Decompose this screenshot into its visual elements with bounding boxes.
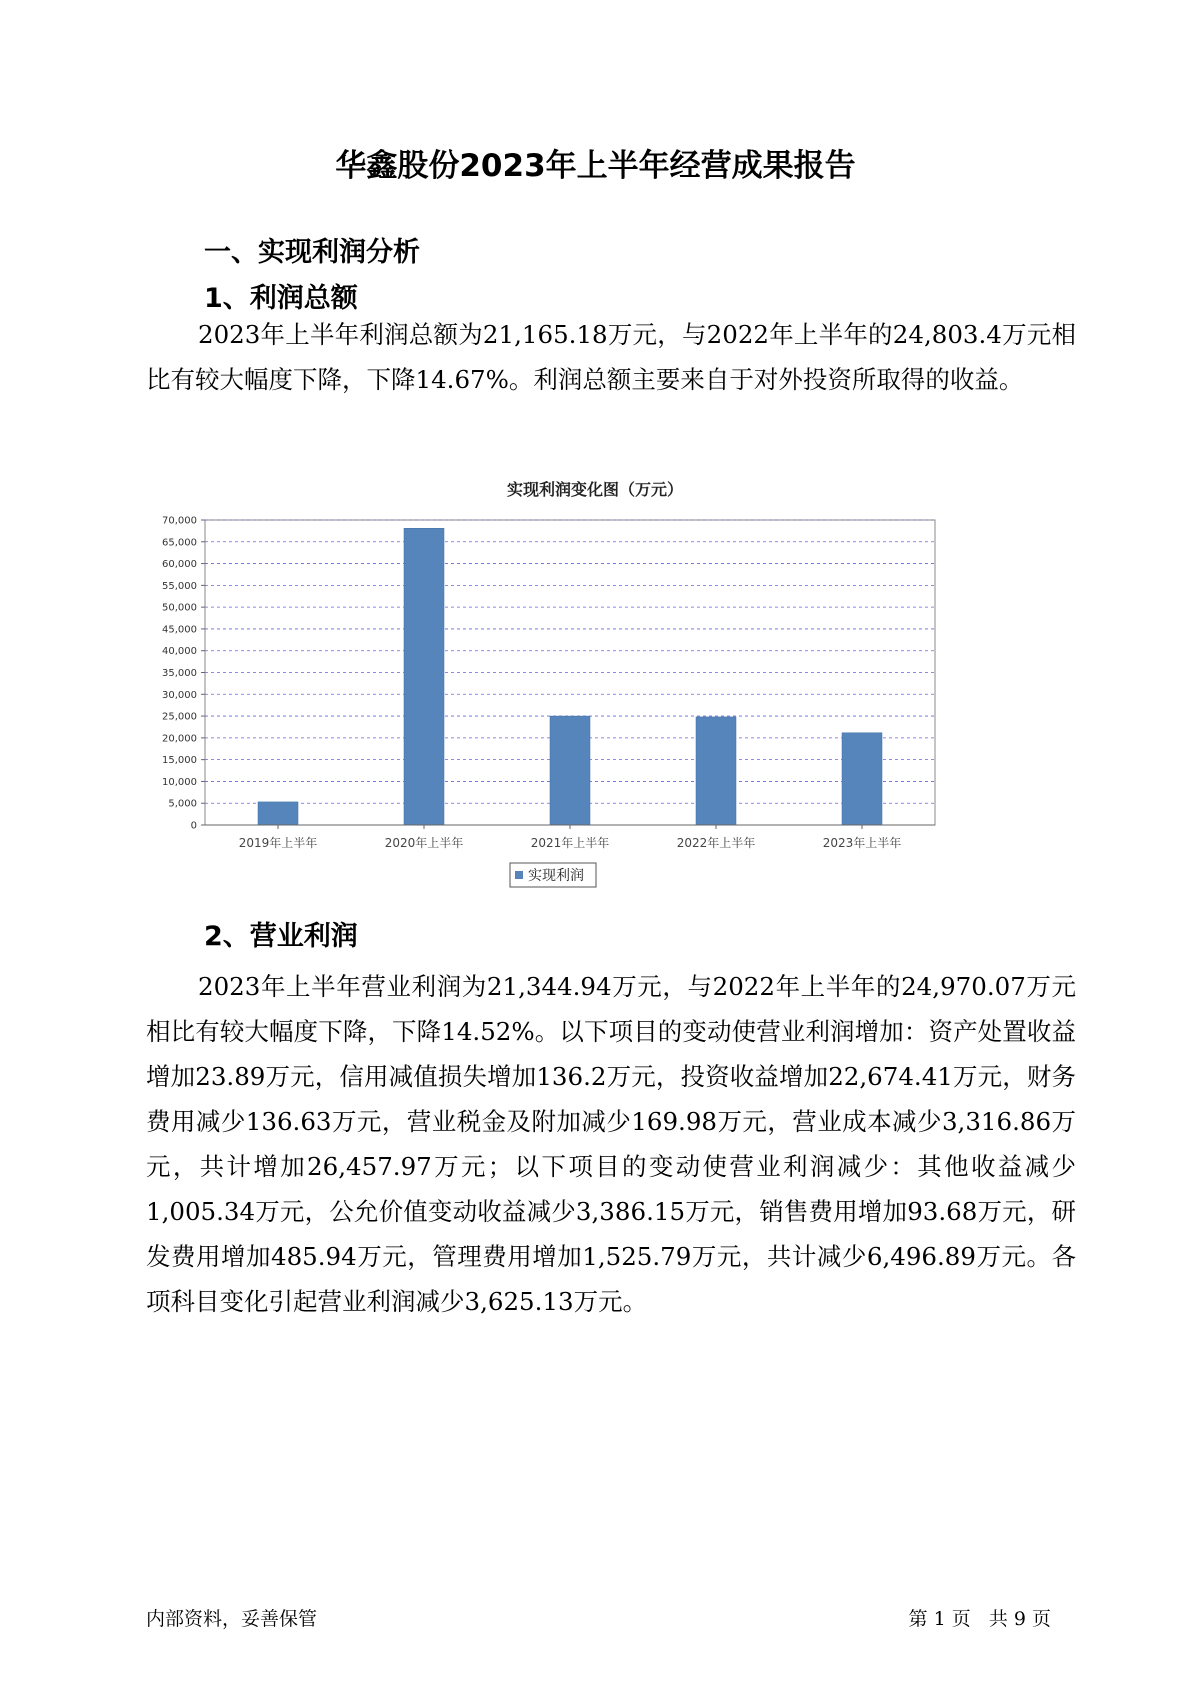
x-tick-label: 2021年上半年 — [530, 836, 610, 850]
y-tick-label: 70,000 — [162, 515, 197, 527]
bar — [258, 802, 298, 825]
y-tick-label: 50,000 — [162, 602, 197, 614]
subheading-total-profit: 1、利润总额 — [204, 283, 358, 314]
y-tick-label: 30,000 — [162, 689, 197, 701]
footer-confidential-note: 内部资料，妥善保管 — [146, 1608, 318, 1630]
x-tick-label: 2020年上半年 — [384, 836, 464, 850]
bar — [696, 717, 736, 825]
subheading-operating-profit: 2、营业利润 — [204, 921, 358, 952]
section-heading-profit-analysis: 一、实现利润分析 — [204, 237, 420, 268]
y-tick-label: 25,000 — [162, 711, 197, 723]
chart-title: 实现利润变化图（万元） — [506, 480, 684, 499]
x-tick-label: 2022年上半年 — [676, 836, 756, 850]
y-tick-label: 5,000 — [168, 798, 197, 810]
bar — [550, 716, 590, 825]
y-tick-label: 60,000 — [162, 559, 197, 571]
y-tick-label: 45,000 — [162, 624, 197, 636]
y-tick-label: 0 — [190, 820, 197, 832]
bar — [842, 733, 882, 825]
operating-profit-paragraph: 2023年上半年营业利润为21,344.94万元，与2022年上半年的24,970.07万元相比有较大幅度下降，下降14.52%。以下项目的变动使营业利润增加：资产处置收益增加23.89万元，信用减值损失增加136.2万元，投资收益增加22,674.41万元，财务费用减少136.63万元，营业税金及附加减少169.98万元，营业成本减少3,316.86万元，共计增加26,457.97万元；以下项目的变动使营业利润减少：其他收益减少1,005.34万元，公允价值变动收益减少3,386.15万元，销售费用增加93.68万元，研发费用增加485.94万元，管理费用增加1,525.79万元，共计减少6,496.89万元。各项科目变化引起营业利润减少3,625.13万元。 — [146, 972, 1076, 1316]
legend-swatch — [515, 871, 523, 879]
y-tick-label: 35,000 — [162, 668, 197, 679]
footer-page-number: 第 1 页 共 9 页 — [908, 1608, 1051, 1630]
x-tick-label: 2023年上半年 — [822, 836, 902, 850]
bar — [404, 528, 444, 825]
y-tick-label: 40,000 — [162, 646, 197, 658]
profit-chart — [160, 480, 1030, 950]
y-tick-label: 55,000 — [162, 580, 197, 592]
report-title: 华鑫股份2023年上半年经营成果报告 — [335, 148, 856, 184]
y-tick-label: 10,000 — [162, 776, 197, 788]
legend-label: 实现利润 — [528, 868, 584, 884]
y-tick-label: 15,000 — [162, 755, 197, 767]
y-tick-label: 20,000 — [162, 733, 197, 745]
total-profit-paragraph: 2023年上半年利润总额为21,165.18万元，与2022年上半年的24,803.4万元相比有较大幅度下降，下降14.67%。利润总额主要来自于对外投资所取得的收益。 — [146, 320, 1076, 394]
y-tick-label: 65,000 — [162, 537, 197, 549]
profit-chart-svg — [160, 480, 1030, 966]
x-tick-label: 2019年上半年 — [238, 836, 318, 850]
